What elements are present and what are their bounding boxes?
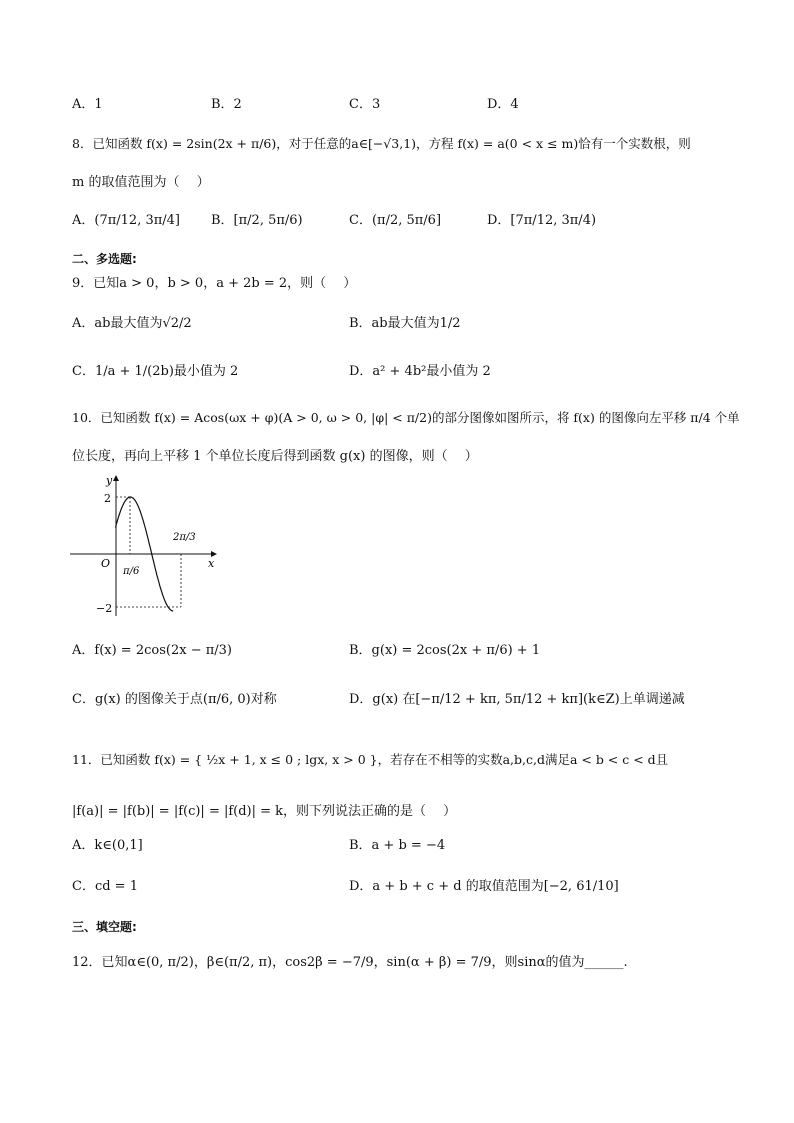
option-c: C．3 <box>349 97 381 112</box>
q10-option-b: B．g(x) = 2cos(2x + π/6) + 1 <box>349 643 541 658</box>
y-max-label: 2 <box>104 492 111 505</box>
q8-stem-line1: 8．已知函数 f(x) = 2sin(2x + π/6)，对于任意的a∈[−√3,1)，方程 f(x) = a(0 < x ≤ m)恰有一个实数根，则 <box>72 136 691 151</box>
q10-function-graph <box>68 470 228 620</box>
q11-option-a: A．k∈(0,1] <box>72 838 143 853</box>
q11-option-d: D．a + b + c + d 的取值范围为[−2, 61/10] <box>349 879 619 894</box>
q8-option-a: A．(7π/12, 3π/4] <box>72 213 180 228</box>
q9-option-c: C．1/a + 1/(2b)最小值为 2 <box>72 364 239 379</box>
option-a: A．1 <box>72 97 103 112</box>
x-axis-label: x <box>208 557 215 570</box>
section-heading-multi-choice: 二、多选题: <box>72 252 137 266</box>
y-min-label: −2 <box>96 602 113 615</box>
q8-option-b: B．[π/2, 5π/6) <box>211 213 303 228</box>
q10-option-c: C．g(x) 的图像关于点(π/6, 0)对称 <box>72 692 277 707</box>
section-heading-fill-blank: 三、填空题: <box>72 920 137 934</box>
q10-stem-line2: 位长度，再向上平移 1 个单位长度后得到函数 g(x) 的图像，则（ ） <box>72 449 478 464</box>
origin-label: O <box>101 557 111 570</box>
q10-option-a: A．f(x) = 2cos(2x − π/3) <box>72 643 232 658</box>
q10-option-d: D．g(x) 在[−π/12 + kπ, 5π/12 + kπ](k∈Z)上单调递减 <box>349 692 685 707</box>
q9-option-d: D．a² + 4b²最小值为 2 <box>349 364 491 379</box>
q11-option-b: B．a + b = −4 <box>349 838 446 853</box>
q10-stem-line1: 10．已知函数 f(x) = Acos(ωx + φ)(A > 0, ω > 0, |φ| < π/2)的部分图像如图所示，将 f(x) 的图像向左平移 π/4 个单 <box>72 410 740 425</box>
option-d: D．4 <box>487 97 519 112</box>
q9-option-b: B．ab最大值为1/2 <box>349 316 461 331</box>
q8-option-c: C．(π/2, 5π/6] <box>349 213 442 228</box>
q11-stem-line2: |f(a)| = |f(b)| = |f(c)| = |f(d)| = k，则下列说法正确的是（ ） <box>72 804 457 819</box>
y-axis-label: y <box>106 474 113 487</box>
option-b: B．2 <box>211 97 242 112</box>
x-end-label: 2π/3 <box>173 532 196 543</box>
q11-option-c: C．cd = 1 <box>72 879 138 894</box>
q9-option-a: A．ab最大值为√2/2 <box>72 316 192 331</box>
q11-stem-line1: 11．已知函数 f(x) = { ½x + 1, x ≤ 0 ; lgx, x > 0 }，若存在不相等的实数a,b,c,d满足a < b < c < d且 <box>72 752 669 767</box>
q8-stem-line2: m 的取值范围为（ ） <box>72 175 210 190</box>
q9-stem: 9．已知a > 0，b > 0，a + 2b = 2，则（ ） <box>72 276 357 291</box>
q8-option-d: D．[7π/12, 3π/4) <box>487 213 597 228</box>
q12-stem: 12．已知α∈(0, π/2)，β∈(π/2, π)，cos2β = −7/9，sin(α + β) = 7/9，则sinα的值为______. <box>72 955 628 970</box>
x-peak-label: π/6 <box>123 566 140 577</box>
